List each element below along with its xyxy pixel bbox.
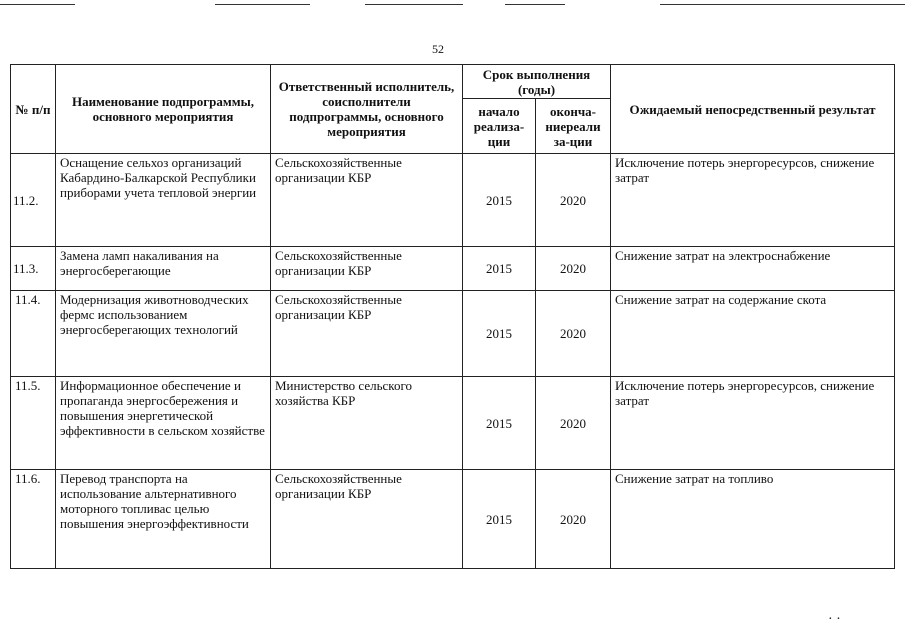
header-name: Наименование подпрограммы, основного мероприятия — [56, 65, 271, 154]
row-result: Исключение потерь энергоресурсов, снижение затрат — [611, 377, 895, 470]
row-executor: Сельскохозяйственные организации КБР — [271, 470, 463, 569]
row-executor: Сельскохозяйственные организации КБР — [271, 154, 463, 247]
row-name: Информационное обеспечение и пропаганда энергосбережения и повышения энергетической эффективности в сельском хозяйстве — [56, 377, 271, 470]
scan-artifact-line — [505, 4, 565, 5]
row-end: 2020 — [536, 377, 611, 470]
row-start: 2015 — [463, 291, 536, 377]
row-name: Оснащение сельхоз организаций Кабардино-Балкарской Республики приборами учета тепловой энергии — [56, 154, 271, 247]
row-end: 2020 — [536, 291, 611, 377]
row-num: 11.5. — [11, 377, 56, 470]
table-row — [11, 154, 895, 247]
scan-speck: · · — [828, 612, 841, 627]
row-result: Снижение затрат на топливо — [611, 470, 895, 569]
row-num: 11.3. — [11, 247, 56, 291]
header-end: оконча-ниереали за-ции — [536, 99, 611, 154]
scan-artifact-line — [0, 4, 75, 5]
row-num: 11.4. — [11, 291, 56, 377]
header-term: Срок выполнения (годы) — [463, 65, 611, 99]
row-result: Снижение затрат на содержание скота — [611, 291, 895, 377]
header-result: Ожидаемый непосредственный результат — [611, 65, 895, 154]
table-row — [11, 247, 895, 291]
program-table — [10, 64, 895, 569]
row-num: 11.2. — [11, 154, 56, 247]
row-name: Модернизация животноводческих фермс использованием энергосберегающих технологий — [56, 291, 271, 377]
row-executor: Сельскохозяйственные организации КБР — [271, 291, 463, 377]
table-row — [11, 377, 895, 470]
row-start: 2015 — [463, 377, 536, 470]
page-number: 52 — [432, 42, 444, 56]
row-end: 2020 — [536, 247, 611, 291]
row-result: Снижение затрат на электроснабжение — [611, 247, 895, 291]
row-executor: Министерство сельского хозяйства КБР — [271, 377, 463, 470]
header-start: начало реализа-ции — [463, 99, 536, 154]
row-result: Исключение потерь энергоресурсов, снижение затрат — [611, 154, 895, 247]
row-start: 2015 — [463, 154, 536, 247]
table-row — [11, 470, 895, 569]
table-row — [11, 291, 895, 377]
scan-artifact-line — [660, 4, 905, 5]
row-start: 2015 — [463, 247, 536, 291]
row-end: 2020 — [536, 470, 611, 569]
scan-artifact-line — [365, 4, 463, 5]
scan-artifact-line — [215, 4, 310, 5]
row-end: 2020 — [536, 154, 611, 247]
row-name: Замена ламп накаливания на энергосберегающие — [56, 247, 271, 291]
row-executor: Сельскохозяйственные организации КБР — [271, 247, 463, 291]
header-executor: Ответственный исполнитель, соисполнители подпрограммы, основного мероприятия — [271, 65, 463, 154]
row-start: 2015 — [463, 470, 536, 569]
header-num: № п/п — [11, 65, 56, 154]
row-name: Перевод транспорта на использование альтернативного моторного топливас целью повышения энергоэффективности — [56, 470, 271, 569]
row-num: 11.6. — [11, 470, 56, 569]
